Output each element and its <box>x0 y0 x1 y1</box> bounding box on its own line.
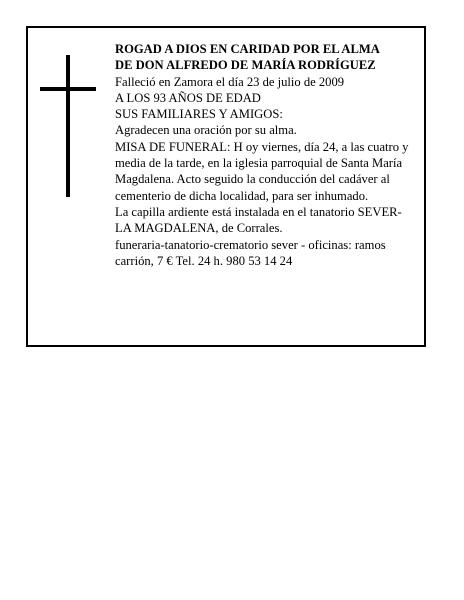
cross-icon <box>40 55 96 197</box>
funeral-home-contact: funeraria-tanatorio-crematorio sever - oficinas: ramos carrión, 7 € Tel. 24 h. 980 53 14 24 <box>115 237 386 268</box>
family-line: SUS FAMILIARES Y AMIGOS: <box>115 107 283 122</box>
notice-heading-line-1: ROGAD A DIOS EN CARIDAD POR EL ALMA <box>115 42 380 56</box>
obituary-notice <box>26 26 426 347</box>
age-line: A LOS 93 AÑOS DE EDAD <box>115 90 261 105</box>
death-info: Falleció en Zamora el día 23 de julio de 2009 <box>115 74 345 89</box>
funeral-mass-details: MISA DE FUNERAL: H oy viernes, día 24, a las cuatro y media de la tarde, en la iglesia parroquial de Santa María Magdalena. Acto seguido la conducción del cadáver al cementerio de dicha localidad, para ser inhumado. <box>115 139 409 203</box>
notice-heading-line-2: DE DON ALFREDO DE MARÍA RODRÍGUEZ <box>115 58 376 73</box>
prayer-request: Agradecen una oración por su alma. <box>115 123 297 138</box>
notice-text <box>115 41 415 269</box>
cross-vertical-bar <box>66 55 70 197</box>
chapel-details: La capilla ardiente está instalada en el tanatorio SEVER-LA MAGDALENA, de Corrales. <box>115 204 402 236</box>
cross-horizontal-bar <box>40 87 96 91</box>
